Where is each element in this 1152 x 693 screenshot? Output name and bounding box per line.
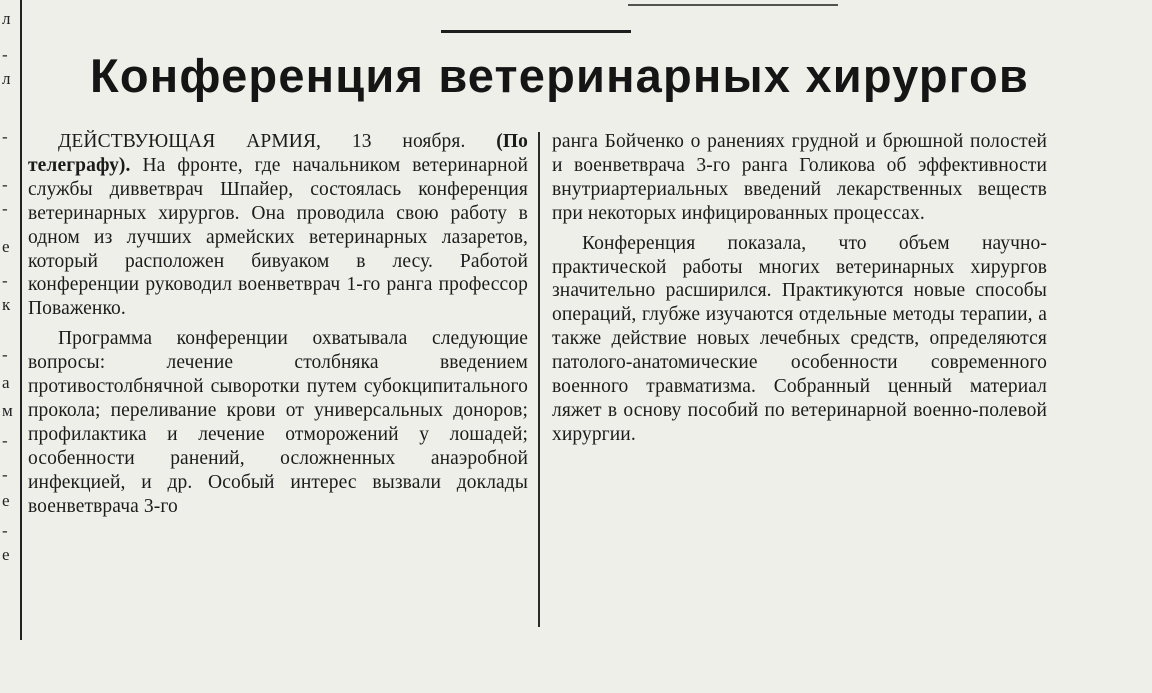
margin-letter: - — [2, 465, 8, 484]
separator-rule — [441, 30, 631, 33]
margin-letter: е — [2, 237, 10, 256]
margin-letter: л — [2, 69, 11, 88]
margin-letter: - — [2, 175, 8, 194]
paragraph-text: На фронте, где начальником ветеринарной службы дивветврач Шпайер, состоялась конференция ветеринарных хирургов. Она проводила свою работу в одном из лучших армейских ветеринарных лазаретов, который расположен бивуаком в лесу. Работой конференции руководил военветврач 1-го ранга профессор Поваженко. — [28, 154, 528, 320]
article-headline: Конференция ветеринарных хирургов — [90, 49, 1029, 102]
margin-letter: е — [2, 491, 10, 510]
margin-letter: л — [2, 9, 11, 28]
margin-letter: а — [2, 373, 10, 392]
article-column-1 — [28, 130, 528, 519]
margin-letter: - — [2, 127, 8, 146]
paragraph-program: Программа конференции охватывала следующие вопросы: лечение столбняка введением противостолбнячной сыворотки путем субокципитального прокола; переливание крови от универсальных доноров; профилактика и лечение отморожений у лошадей; особенности ранений, осложненных анаэробной инфекцией, и др. Особый интерес вызвали доклады военветврача 3-го — [28, 328, 528, 517]
paragraph-continued: ранга Бойченко о ранениях грудной и брюшной полостей и военветврача 3-го ранга Голикова об эффективности внутриартериальных введений лекарственных веществ при некоторых инфицированных процессах. — [552, 131, 1047, 224]
margin-letter: - — [2, 271, 8, 290]
margin-letter: к — [2, 295, 11, 314]
margin-letter: е — [2, 545, 10, 564]
margin-letter: - — [2, 45, 8, 64]
margin-letter: - — [2, 431, 8, 450]
paragraph-conclusion: Конференция показала, что объем научно-практической работы многих ветеринарных хирургов значительно расширился. Практикуются новые способы операций, глубже изучаются отдельные методы терапии, а также действие новых лечебных средств, определяются патолого-анатомические особенности современного военного травматизма. Собранный ценный материал ляжет в основу пособий по ветеринарной военно-полевой хирургии. — [552, 232, 1047, 445]
previous-article-edge — [628, 0, 838, 6]
source-note: (По телеграфу). — [28, 131, 528, 176]
lead-paragraph — [28, 130, 528, 321]
margin-letter: - — [2, 199, 8, 218]
margin-letter: м — [2, 401, 13, 420]
left-column-rule — [20, 0, 22, 640]
column-divider — [538, 132, 540, 627]
margin-letter: - — [2, 521, 8, 540]
margin-letter: - — [2, 345, 8, 364]
dateline: ДЕЙСТВУЮЩАЯ АРМИЯ, 13 ноября. — [58, 131, 466, 152]
article-column-2 — [552, 130, 1047, 447]
